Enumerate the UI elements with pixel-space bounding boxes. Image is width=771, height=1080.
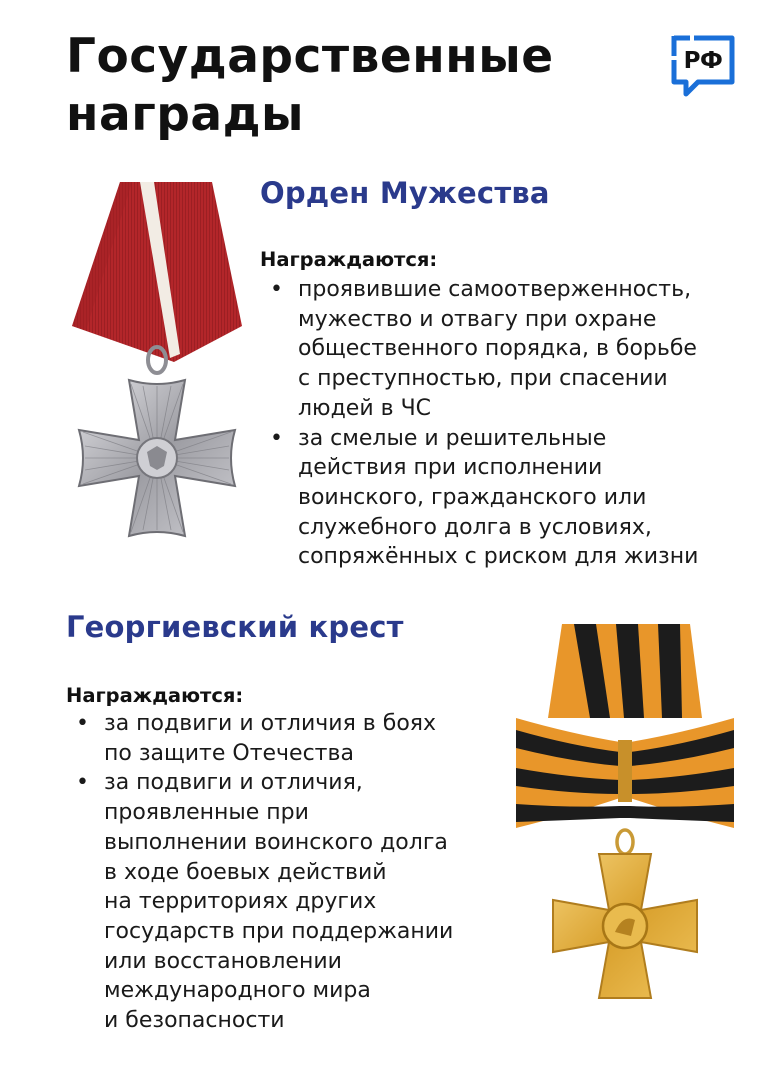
criteria-list bbox=[66, 709, 453, 1036]
section-heading: Орден Мужества bbox=[260, 176, 550, 210]
order-of-courage-section bbox=[260, 176, 698, 572]
section-heading: Георгиевский крест bbox=[66, 610, 404, 644]
st-george-cross-section bbox=[66, 610, 453, 1036]
order-of-courage-medal bbox=[62, 178, 252, 538]
section-subheading: Награждаются: bbox=[66, 684, 244, 707]
list-item: • проявившие самоотверженность, мужество и отвагу при охране общественного порядка, в борьбе с преступностью, при спасении людей в ЧС bbox=[260, 275, 698, 424]
list-item: • за смелые и решительные действия при исполнении воинского, гражданского или служебного долга в условиях, сопряжённых с риском для жизни bbox=[260, 424, 698, 573]
section-subheading: Награждаются: bbox=[260, 248, 438, 271]
list-item: • за подвиги и отличия, проявленные при выполнении воинского долга в ходе боевых действий на территориях других государств при поддержании или восстановлении международного мира и безопасности bbox=[66, 768, 453, 1035]
rf-logo-text: РФ bbox=[683, 48, 723, 74]
page-title: Государственные награды bbox=[66, 29, 554, 142]
list-item: • за подвиги и отличия в боях по защите Отечества bbox=[66, 709, 453, 768]
st-george-cross-medal bbox=[512, 618, 738, 1028]
criteria-list bbox=[260, 275, 698, 572]
